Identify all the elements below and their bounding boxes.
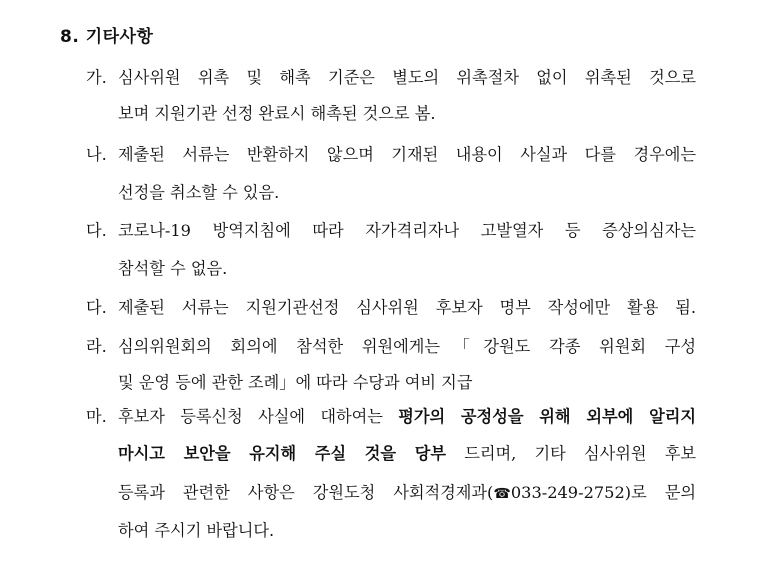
item-text-line: [118, 440, 696, 464]
item-text-line: 제출된 서류는 반환하지 않으며 기재된 내용이 사실과 다를 경우에는: [118, 145, 696, 164]
item-mark: 나.: [86, 145, 107, 164]
telephone-icon: ☎: [493, 486, 511, 502]
item-text-line: 및 운영 등에 관한 조례」에 따라 수당과 여비 지급: [118, 373, 473, 392]
item-text-line: 심사위원 위촉 및 해촉 기준은 별도의 위촉절차 없이 위촉된 것으로: [118, 68, 696, 87]
emphasis-text: 마시고 보안을 유지해 주실 것을 당부: [118, 444, 447, 463]
emphasis-text: 평가의 공정성을 위해 외부에 알리지: [398, 407, 696, 426]
item-mark: 다.: [86, 298, 107, 317]
item-mark: 다.: [86, 221, 107, 240]
item-text-line: 참석할 수 없음.: [118, 259, 228, 278]
item-mark: 라.: [86, 337, 107, 356]
section-title: 8. 기타사항: [60, 27, 154, 47]
item-text-line: [118, 403, 696, 427]
item-text-line: 코로나-19 방역지침에 따라 자가격리자나 고발열자 등 증상의심자는: [118, 221, 696, 240]
item-mark: 마.: [86, 407, 107, 426]
plain-text: 후보자 등록신청 사실에 대하여는: [118, 407, 399, 426]
item-mark: 가.: [86, 68, 107, 87]
phone-number-text: 033-249-2752)로 문의: [510, 483, 696, 502]
item-text-line: [118, 479, 696, 503]
item-text-line: 하여 주시기 바랍니다.: [118, 521, 275, 540]
item-text-line: 선정을 취소할 수 있음.: [118, 183, 280, 202]
item-text-line: 보며 지원기관 선정 완료시 해촉된 것으로 봄.: [118, 104, 436, 123]
plain-text: 드리며, 기타 심사위원 후보: [446, 444, 696, 463]
item-text-line: 제출된 서류는 지원기관선정 심사위원 후보자 명부 작성에만 활용 됨.: [118, 298, 696, 317]
item-text-line: 심의위원회의 회의에 참석한 위원에게는「강원도 각종 위원회 구성: [118, 337, 696, 356]
plain-text: 등록과 관련한 사항은 강원도청 사회적경제과(: [118, 483, 494, 502]
